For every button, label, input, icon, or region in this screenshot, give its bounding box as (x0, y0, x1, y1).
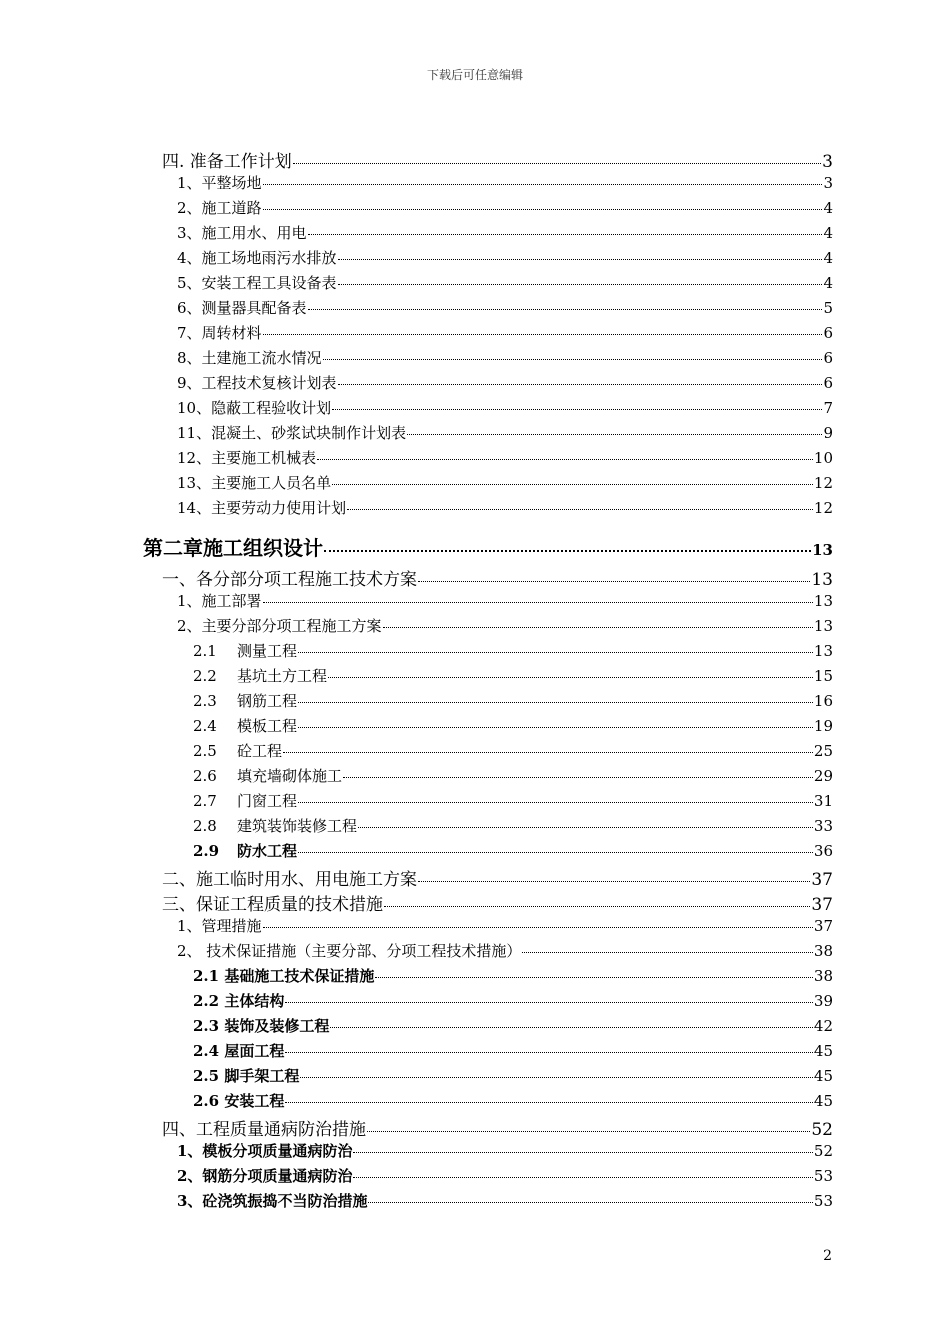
toc-entry[interactable] (193, 640, 833, 664)
toc-entry-page: 45 (813, 1042, 833, 1060)
toc-entry[interactable] (177, 1165, 833, 1189)
toc-entry[interactable] (193, 840, 833, 864)
page-number: 2 (823, 1248, 832, 1264)
toc-entry[interactable] (177, 472, 833, 496)
toc-entry[interactable] (193, 965, 833, 989)
leader-dots (317, 459, 813, 460)
toc-entry-label: 13、主要施工人员名单 (177, 474, 332, 492)
toc-entry[interactable] (193, 1090, 833, 1114)
toc-entry-page: 12 (813, 474, 833, 492)
toc-entry-label: 2.5 脚手架工程 (193, 1067, 300, 1085)
toc-entry-number: 2.4 (193, 717, 217, 735)
toc-entry-label: 2.6 安装工程 (193, 1092, 285, 1110)
toc-entry-label: 8、土建施工流水情况 (177, 349, 322, 367)
leader-dots (347, 509, 813, 510)
toc-entry[interactable] (193, 765, 833, 789)
toc-entry-label: 12、主要施工机械表 (177, 449, 317, 467)
toc-entry-label: 2、 技术保证措施（主要分部、分项工程技术措施） (177, 942, 522, 960)
toc-entry-page: 6 (823, 374, 833, 392)
toc-entry-page: 4 (823, 199, 833, 217)
toc-entry-page: 38 (813, 967, 833, 985)
toc-entry[interactable] (177, 347, 833, 371)
toc-entry-number: 2.9 (193, 842, 220, 860)
toc-entry[interactable] (177, 915, 833, 939)
toc-entry-label: 钢筋工程 (237, 692, 298, 710)
toc-entry-label: 10、隐蔽工程验收计划 (177, 399, 332, 417)
toc-entry-label: 2.1 基础施工技术保证措施 (193, 967, 375, 985)
toc-entry-number: 2.7 (193, 792, 217, 810)
toc-entry[interactable] (177, 497, 833, 521)
toc-entry[interactable] (193, 715, 833, 739)
leader-dots (353, 1177, 812, 1178)
toc-entry-label: 第二章施工组织设计 (143, 536, 323, 560)
toc-entry-page: 4 (823, 249, 833, 267)
toc-entry[interactable] (177, 297, 833, 321)
toc-entry-label: 1、平整场地 (177, 174, 262, 192)
leader-dots (283, 752, 813, 753)
toc-entry[interactable] (193, 990, 833, 1014)
leader-dots (330, 1027, 813, 1028)
toc-entry[interactable] (177, 222, 833, 246)
leader-dots (285, 1002, 813, 1003)
toc-entry-label: 砼工程 (237, 742, 283, 760)
toc-entry-label: 四. 准备工作计划 (162, 152, 292, 172)
toc-entry[interactable] (177, 372, 833, 396)
toc-entry-page: 36 (813, 842, 833, 860)
toc-entry-label: 防水工程 (237, 842, 298, 860)
toc-entry[interactable] (193, 665, 833, 689)
toc-entry[interactable] (193, 1040, 833, 1064)
leader-dots (367, 1131, 810, 1132)
toc-entry[interactable] (162, 865, 833, 889)
leader-dots (263, 602, 813, 603)
toc-entry-page: 6 (823, 349, 833, 367)
toc-entry-page: 5 (823, 299, 833, 317)
toc-entry-page: 3 (823, 174, 833, 192)
leader-dots (383, 627, 813, 628)
toc-entry-label: 三、保证工程质量的技术措施 (162, 895, 383, 915)
toc-entry-page: 53 (813, 1192, 833, 1210)
toc-entry-page: 38 (813, 942, 833, 960)
toc-entry-label: 3、砼浇筑振捣不当防治措施 (177, 1192, 368, 1210)
toc-entry-label: 二、施工临时用水、用电施工方案 (162, 870, 417, 890)
leader-dots (263, 184, 823, 185)
toc-entry-page: 13 (813, 642, 833, 660)
toc-entry-page: 25 (813, 742, 833, 760)
leader-dots (285, 1052, 813, 1053)
leader-dots (308, 309, 823, 310)
toc-entry-label: 11、混凝土、砂浆试块制作计划表 (177, 424, 407, 442)
leader-dots (324, 550, 811, 552)
leader-dots (338, 284, 823, 285)
toc-entry-number: 2.6 (193, 767, 217, 785)
toc-entry[interactable] (177, 940, 833, 964)
toc-entry-label: 2、主要分部分项工程施工方案 (177, 617, 382, 635)
toc-entry-label: 门窗工程 (237, 792, 298, 810)
toc-entry-page: 39 (813, 992, 833, 1010)
toc-entry-page: 53 (813, 1167, 833, 1185)
toc-entry[interactable] (177, 1140, 833, 1164)
toc-entry-page: 37 (813, 917, 833, 935)
toc-entry-page: 9 (823, 424, 833, 442)
toc-entry[interactable] (177, 197, 833, 221)
toc-entry-label: 模板工程 (237, 717, 298, 735)
leader-dots (358, 827, 813, 828)
toc-entry-label: 1、管理措施 (177, 917, 262, 935)
leader-dots (418, 881, 810, 882)
toc-entry-page: 13 (811, 570, 833, 590)
toc-entry-page: 45 (813, 1067, 833, 1085)
toc-entry-label: 5、安装工程工具设备表 (177, 274, 337, 292)
toc-entry-page: 19 (813, 717, 833, 735)
toc-entry-page: 45 (813, 1092, 833, 1110)
leader-dots (418, 581, 810, 582)
leader-dots (298, 802, 813, 803)
toc-entry-page: 52 (813, 1142, 833, 1160)
toc-entry[interactable] (177, 172, 833, 196)
toc-entry-number: 2.3 (193, 692, 217, 710)
toc-entry-label: 7、周转材料 (177, 324, 262, 342)
leader-dots (384, 906, 810, 907)
toc-entry-label: 建筑装饰装修工程 (237, 817, 358, 835)
toc-entry-label: 9、工程技术复核计划表 (177, 374, 337, 392)
toc-entry-label: 2.2 主体结构 (193, 992, 285, 1010)
leader-dots (300, 1077, 813, 1078)
toc-entry-label: 四、工程质量通病防治措施 (162, 1120, 366, 1140)
toc-entry-page: 13 (812, 541, 833, 559)
leader-dots (293, 163, 821, 164)
toc-entry-page: 6 (823, 324, 833, 342)
toc-entry[interactable] (193, 1065, 833, 1089)
toc-entry-page: 10 (813, 449, 833, 467)
toc-entry-label: 一、各分部分项工程施工技术方案 (162, 570, 417, 590)
toc-entry-number: 2.1 (193, 642, 217, 660)
toc-entry-page: 7 (823, 399, 833, 417)
leader-dots (375, 977, 813, 978)
toc-entry-label: 2、施工道路 (177, 199, 262, 217)
leader-dots (407, 434, 822, 435)
toc-entry-page: 13 (813, 617, 833, 635)
toc-entry-label: 14、主要劳动力使用计划 (177, 499, 347, 517)
leader-dots (263, 334, 823, 335)
leader-dots (368, 1202, 812, 1203)
leader-dots (298, 852, 813, 853)
leader-dots (338, 259, 823, 260)
toc-entry[interactable] (193, 1015, 833, 1039)
toc-entry-label: 1、施工部署 (177, 592, 262, 610)
toc-entry-label: 6、测量器具配备表 (177, 299, 307, 317)
toc-entry-page: 12 (813, 499, 833, 517)
toc-entry-label: 测量工程 (237, 642, 298, 660)
page-header: 下载后可任意编辑 (426, 68, 523, 82)
toc-entry[interactable] (193, 690, 833, 714)
toc-entry[interactable] (162, 890, 833, 914)
leader-dots (298, 702, 813, 703)
toc-entry-label: 2、钢筋分项质量通病防治 (177, 1167, 353, 1185)
toc-entry[interactable] (177, 1190, 833, 1214)
toc-entry[interactable] (193, 815, 833, 839)
toc-entry-page: 31 (813, 792, 833, 810)
toc-entry-number: 2.2 (193, 667, 217, 685)
leader-dots (285, 1102, 813, 1103)
leader-dots (338, 384, 823, 385)
toc-entry-label: 填充墙砌体施工 (237, 767, 343, 785)
toc-entry-page: 37 (811, 870, 833, 890)
toc-entry-page: 13 (813, 592, 833, 610)
toc-entry[interactable] (177, 422, 833, 446)
toc-entry-number: 2.8 (193, 817, 217, 835)
toc-entry[interactable] (162, 147, 833, 171)
toc-entry-number: 2.5 (193, 742, 217, 760)
toc-entry-label: 3、施工用水、用电 (177, 224, 307, 242)
leader-dots (263, 927, 813, 928)
toc-entry[interactable] (162, 565, 833, 589)
toc-entry-page: 52 (811, 1120, 833, 1140)
toc-entry-label: 1、模板分项质量通病防治 (177, 1142, 353, 1160)
toc-entry-label: 2.3 装饰及装修工程 (193, 1017, 330, 1035)
toc-entry[interactable] (162, 1115, 833, 1139)
leader-dots (343, 777, 813, 778)
leader-dots (298, 727, 813, 728)
toc-entry-label: 4、施工场地雨污水排放 (177, 249, 337, 267)
toc-entry-page: 4 (823, 224, 833, 242)
leader-dots (353, 1152, 812, 1153)
toc-entry-page: 15 (813, 667, 833, 685)
toc-entry[interactable] (177, 272, 833, 296)
toc-entry[interactable] (177, 447, 833, 471)
toc-entry[interactable] (177, 397, 833, 421)
toc-entry-page: 29 (813, 767, 833, 785)
leader-dots (298, 652, 813, 653)
toc-entry-page: 33 (813, 817, 833, 835)
leader-dots (323, 359, 823, 360)
leader-dots (332, 409, 822, 410)
leader-dots (332, 484, 813, 485)
toc-entry-label: 2.4 屋面工程 (193, 1042, 285, 1060)
toc-entry[interactable] (193, 790, 833, 814)
leader-dots (308, 234, 823, 235)
leader-dots (328, 677, 813, 678)
toc-entry-page: 37 (811, 895, 833, 915)
toc-entry[interactable] (177, 590, 833, 614)
toc-entry-page: 42 (813, 1017, 833, 1035)
toc-entry[interactable] (193, 740, 833, 764)
leader-dots (522, 952, 813, 953)
toc-entry-page: 16 (813, 692, 833, 710)
toc-entry[interactable] (177, 322, 833, 346)
toc-entry-page: 3 (822, 152, 833, 172)
toc-entry-page: 4 (823, 274, 833, 292)
toc-entry[interactable] (177, 247, 833, 271)
toc-entry[interactable] (177, 615, 833, 639)
leader-dots (263, 209, 823, 210)
toc-entry-label: 基坑土方工程 (237, 667, 328, 685)
toc-chapter-heading[interactable] (143, 532, 833, 560)
